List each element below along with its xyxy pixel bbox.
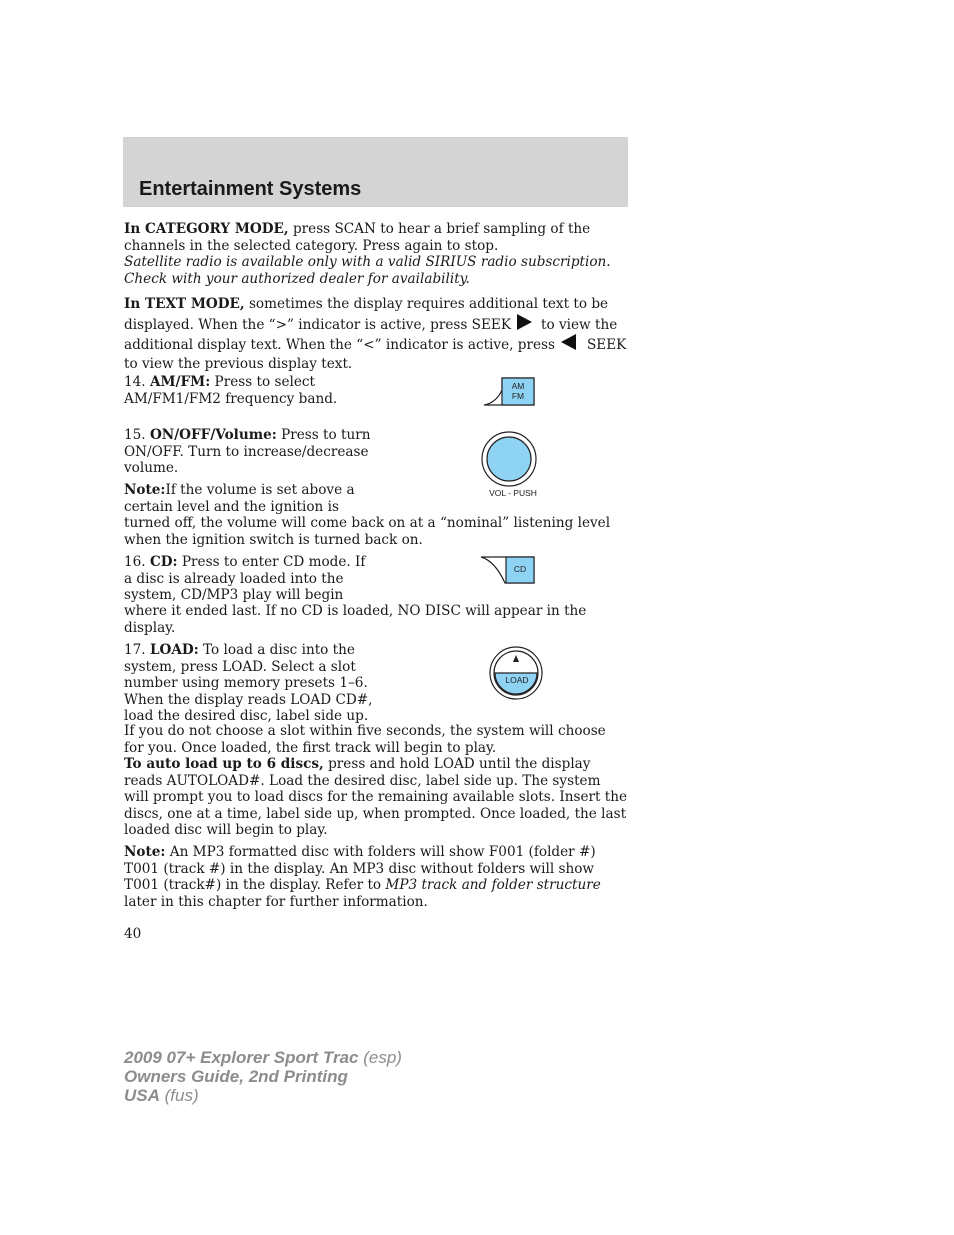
volume-item xyxy=(124,427,374,477)
text-mode-text1: sometimes the display requires additional text to be displayed. When the “>” indicator is active, press SEEK xyxy=(124,296,609,333)
am-fm-icon-line2: FM xyxy=(511,391,525,401)
mp3-note-paragraph xyxy=(124,844,628,910)
footer-market: USA xyxy=(124,1086,160,1105)
am-fm-button-icon xyxy=(482,376,538,408)
load-text2: If you do not choose a slot within five seconds, the system will choose for you. Once loaded, the first track will begin to play. xyxy=(124,723,606,756)
am-fm-text: Press to select AM/FM1/FM2 frequency band. xyxy=(124,374,338,407)
page-number: 40 xyxy=(124,926,142,942)
volume-knob-icon xyxy=(478,428,548,502)
text-mode-paragraph xyxy=(124,295,628,373)
category-mode-lead: In CATEGORY MODE, xyxy=(124,221,289,237)
text-mode-text3: SEEK to view the previous display text. xyxy=(124,337,627,372)
am-fm-icon-line1: AM xyxy=(511,381,525,391)
volume-note-part1 xyxy=(124,482,364,515)
load-button-icon xyxy=(488,645,546,701)
mp3-note-text1: An MP3 formatted disc with folders will show F001 (folder #) T001 (track #) in the display. An MP3 disc without folders will show T001 (track#) in the display. Refer to xyxy=(124,844,596,894)
footer-guide: Owners Guide, 2nd Printing xyxy=(124,1067,348,1086)
auto-load-text: press and hold LOAD until the display reads AUTOLOAD#. Load the desired disc, label side up. The system will prompt you to load discs for the remaining available slots. Insert the discs, one at a time, label side up, when prompted. Once loaded, the last loaded disc will begin to play. xyxy=(124,756,628,839)
load-item-cont xyxy=(124,723,628,756)
volume-number: 15. xyxy=(124,427,150,443)
load-number: 17. xyxy=(124,642,150,658)
cd-icon-label: CD xyxy=(513,564,527,574)
cd-button-icon xyxy=(479,555,537,586)
load-icon-label: LOAD xyxy=(505,675,529,685)
seek-right-icon xyxy=(517,314,532,330)
footer-line1 xyxy=(124,1048,402,1067)
am-fm-number: 14. xyxy=(124,374,150,390)
text-mode-lead: In TEXT MODE, xyxy=(124,296,245,312)
volume-note-part2 xyxy=(124,515,628,548)
footer-vehicle: 2009 07+ Explorer Sport Trac xyxy=(124,1048,359,1067)
category-mode-paragraph xyxy=(124,221,628,287)
mp3-structure-reference: MP3 track and folder structure xyxy=(385,877,601,894)
volume-note-text1: If the volume is set above a certain level and the ignition is xyxy=(124,482,355,515)
cd-text2: where it ended last. If no CD is loaded, NO DISC will appear in the display. xyxy=(124,603,587,636)
volume-knob-caption: VOL - PUSH xyxy=(489,488,537,498)
am-fm-item xyxy=(124,374,344,407)
mp3-note-text2: later in this chapter for further information. xyxy=(124,893,428,910)
cd-text1: Press to enter CD mode. If a disc is already loaded into the system, CD/MP3 play will begin xyxy=(124,554,366,604)
load-item xyxy=(124,642,374,725)
volume-text: Press to turn ON/OFF. Turn to increase/decrease volume. xyxy=(124,427,371,477)
text-mode-text2: to view the additional display text. When the “<” indicator is active, press xyxy=(124,316,618,353)
footer-line3 xyxy=(124,1086,402,1105)
load-label: LOAD: xyxy=(149,642,199,658)
section-header-band xyxy=(123,137,628,207)
auto-load-lead: To auto load up to 6 discs, xyxy=(124,756,324,772)
section-title: Entertainment Systems xyxy=(139,178,362,200)
volume-label: ON/OFF/Volume: xyxy=(149,427,277,443)
footer-market-code: (fus) xyxy=(159,1086,199,1105)
cd-number: 16. xyxy=(124,554,150,570)
cd-item xyxy=(124,554,374,604)
auto-load-paragraph xyxy=(124,756,628,839)
mp3-note-label: Note: xyxy=(124,844,166,860)
satellite-note: Satellite radio is available only with a valid SIRIUS radio subscription. Check with your authorized dealer for availability. xyxy=(124,254,611,287)
category-mode-text: press SCAN to hear a brief sampling of the channels in the selected category. Press again to stop. xyxy=(124,221,591,254)
volume-note-label: Note: xyxy=(124,482,166,498)
cd-item-cont xyxy=(124,603,628,636)
cd-label: CD: xyxy=(149,554,178,570)
footer xyxy=(124,1048,402,1105)
footer-line2 xyxy=(124,1067,402,1086)
load-text1: To load a disc into the system, press LOAD. Select a slot number using memory presets 1–6. When the display reads LOAD CD#, load the desired disc, label side up. xyxy=(124,642,373,725)
volume-note-text2: turned off, the volume will come back on at a “nominal” listening level when the ignition switch is turned back on. xyxy=(124,515,611,548)
seek-left-icon xyxy=(561,334,576,350)
am-fm-label: AM/FM: xyxy=(149,374,211,390)
footer-vehicle-code: (esp) xyxy=(358,1048,402,1067)
